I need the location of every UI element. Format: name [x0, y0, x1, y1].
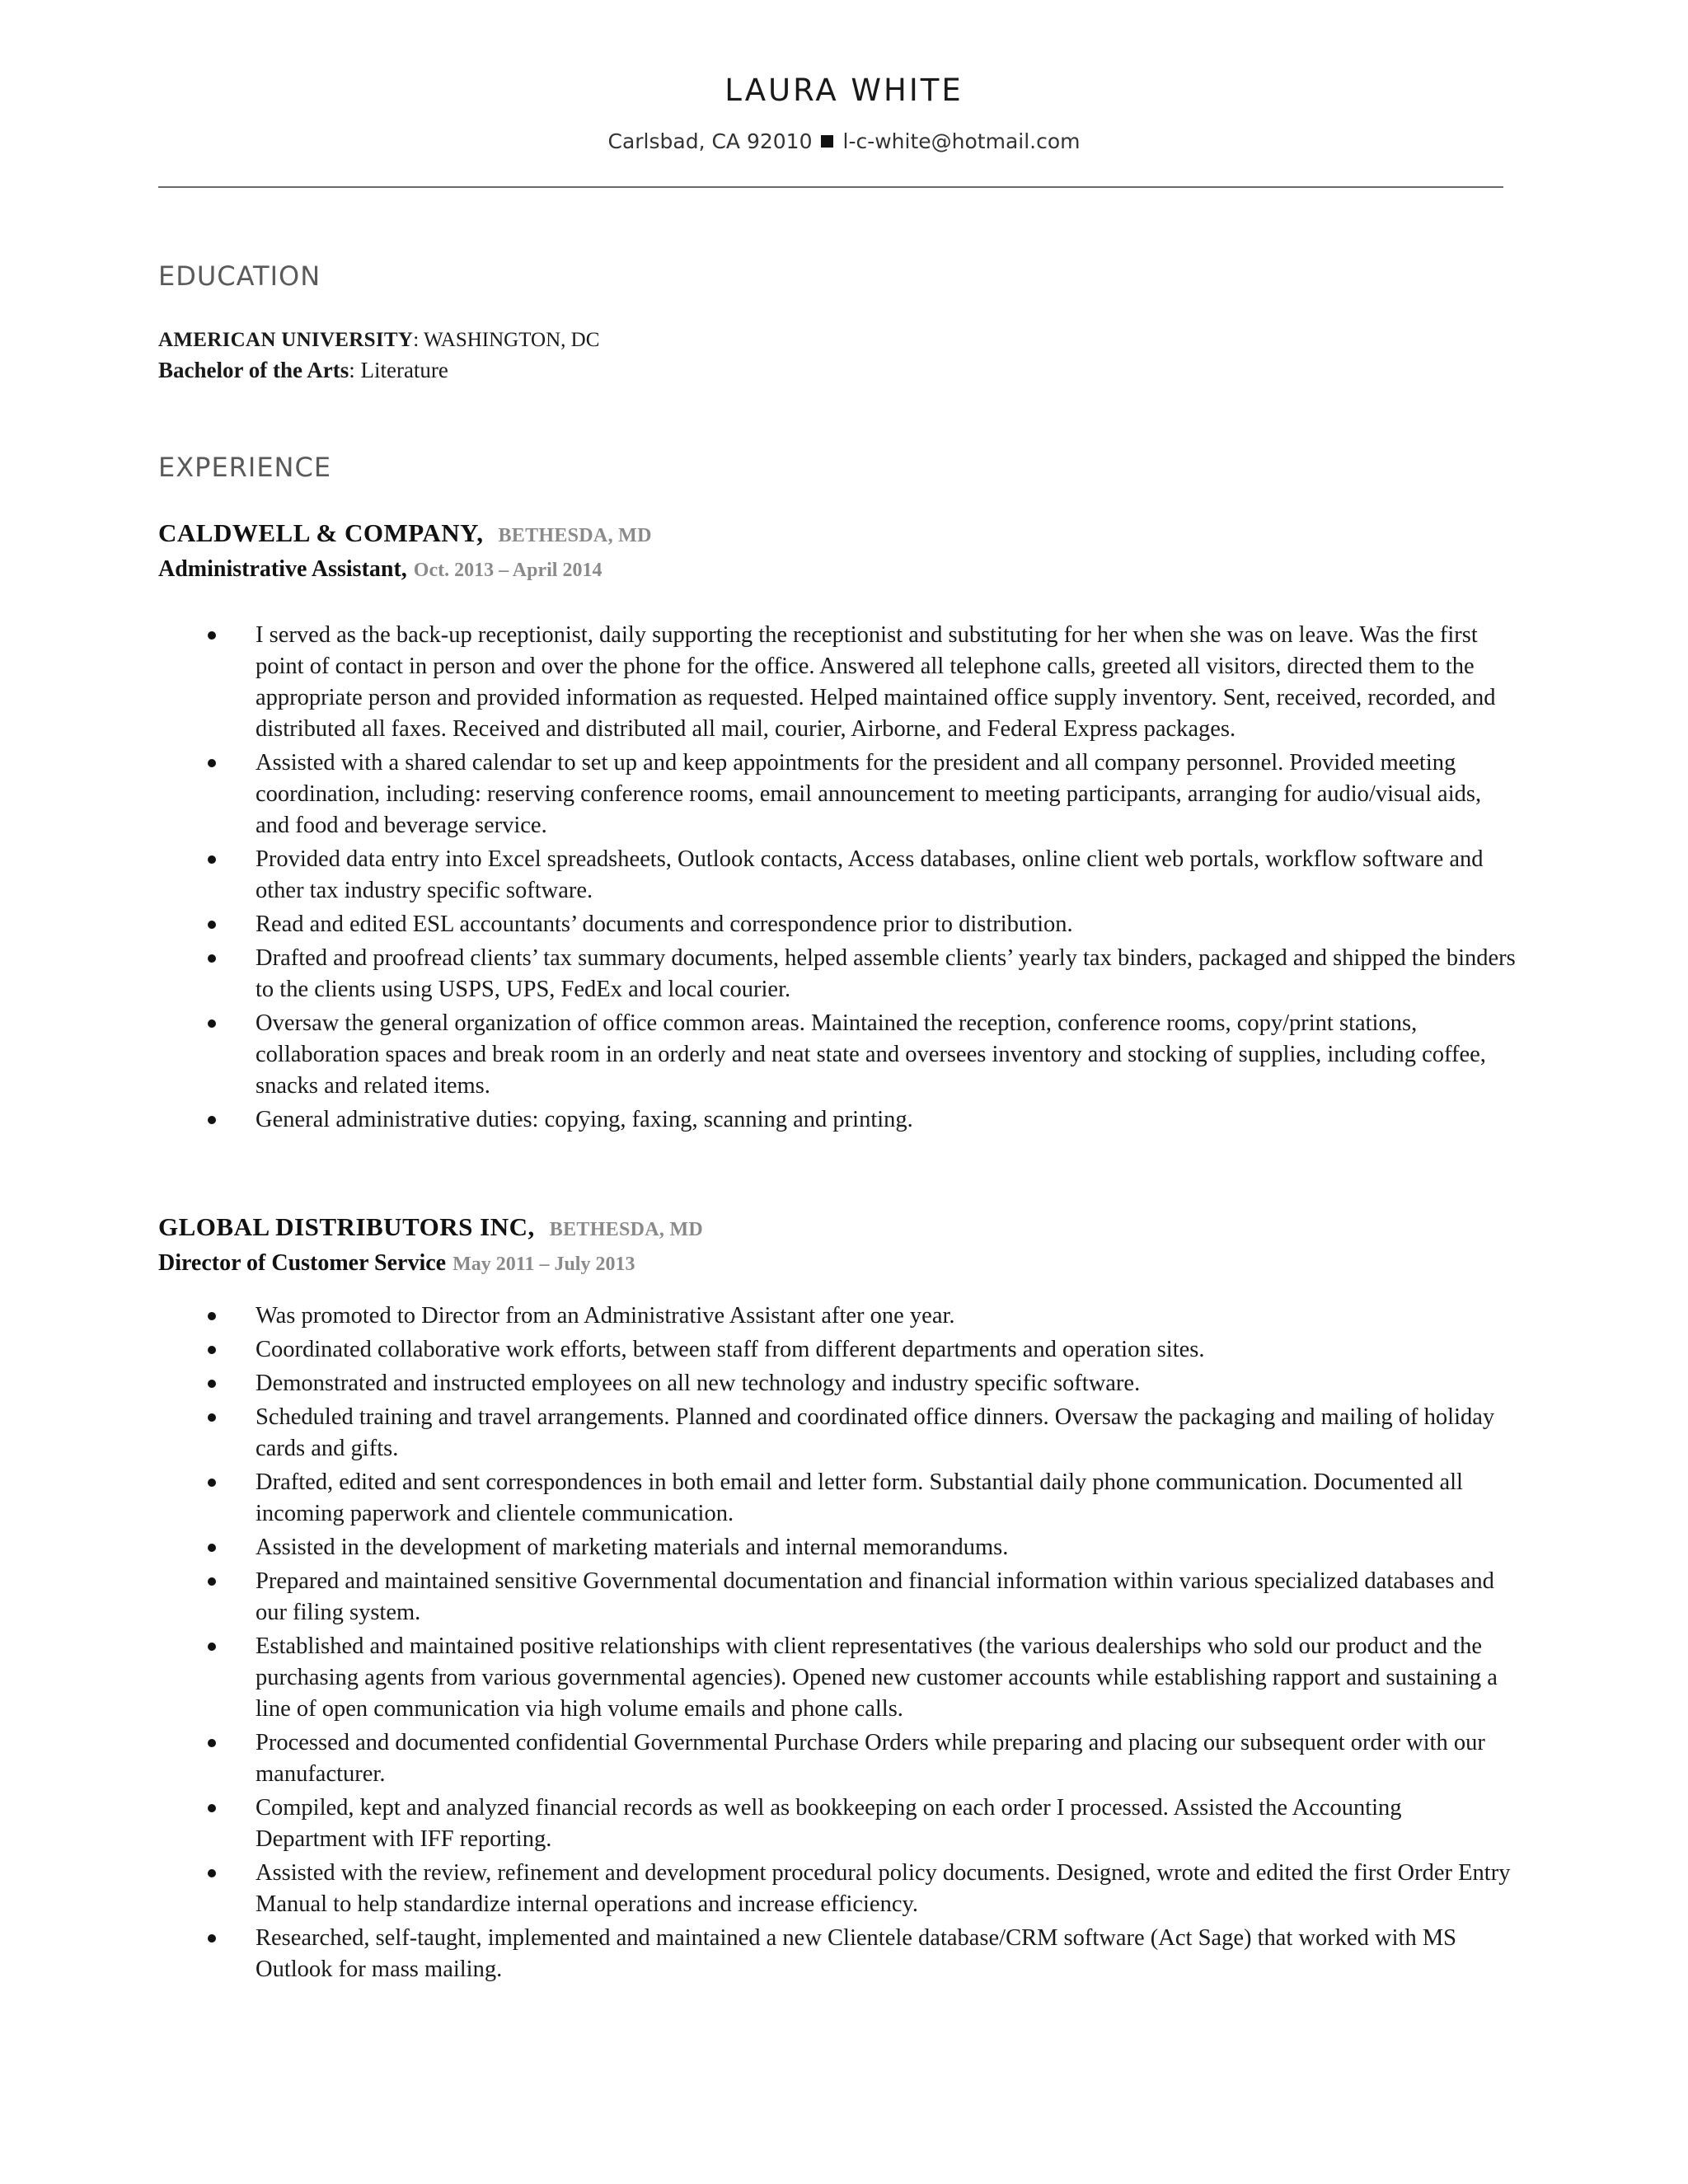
- list-item: Drafted and proofread clients’ tax summary documents, helped assemble clients’ yearly tax binders, packaged and shipped the binders to the clients using USPS, UPS, FedEx and local courier.: [158, 943, 1518, 1005]
- bullet-icon: [208, 1544, 216, 1552]
- bullet-icon: [208, 1413, 216, 1422]
- bullet-icon: [208, 1116, 216, 1124]
- job-dates: May 2011 – July 2013: [452, 1254, 635, 1275]
- list-item: Coordinated collaborative work efforts, between staff from different departments and operation sites.: [158, 1334, 1518, 1366]
- list-item: Read and edited ESL accountants’ documents and correspondence prior to distribution.: [158, 909, 1518, 940]
- candidate-name: LAURA WHITE: [724, 73, 964, 108]
- header-divider: [158, 186, 1503, 188]
- list-item: Processed and documented confidential Governmental Purchase Orders while preparing and placing our subsequent order with our manufacturer.: [158, 1727, 1518, 1790]
- bullet-icon: [208, 1934, 216, 1943]
- bullet-icon: [208, 1019, 216, 1028]
- company-location: BETHESDA, MD: [549, 1219, 704, 1240]
- school-location: : WASHINGTON, DC: [413, 329, 600, 351]
- list-item: Assisted with the review, refinement and development procedural policy documents. Designed, wrote and edited the first Order Entry Manual to help standardize internal operations and increase efficiency.: [158, 1858, 1518, 1920]
- school-name: AMERICAN UNIVERSITY: [158, 329, 414, 351]
- job-dates: Oct. 2013 – April 2014: [413, 560, 603, 581]
- bullet-icon: [208, 759, 216, 767]
- list-item: Oversaw the general organization of office common areas. Maintained the reception, conference rooms, copy/print stations, collaboration spaces and break room in an orderly and neat state and oversees inventory and stocking of supplies, including coffee, snacks and related items.: [158, 1008, 1518, 1102]
- bullet-icon: [208, 954, 216, 963]
- education-entry: [158, 324, 599, 386]
- bullet-icon: [208, 855, 216, 864]
- list-item: I served as the back-up receptionist, daily supporting the receptionist and substituting for her when she was on leave. Was the first point of contact in person and over the phone for the office. Answered all telephone calls, greeted all visitors, directed them to the appropriate person and provided information as requested. Helped maintained office supply inventory. Sent, received, recorded, and distributed all faxes. Received and distributed all mail, courier, Airborne, and Federal Express packages.: [158, 620, 1518, 745]
- list-item: Researched, self-taught, implemented and maintained a new Clientele database/CRM software (Act Sage) that worked with MS Outlook for mass mailing.: [158, 1923, 1518, 1985]
- list-item: Established and maintained positive relationships with client representatives (the various dealerships who sold our product and the purchasing agents from various governmental agencies). Opened new customer accounts while establishing rapport and sustaining a line of open communication via high volume emails and phone calls.: [158, 1631, 1518, 1725]
- bullet-icon: [208, 921, 216, 929]
- list-item: Assisted with a shared calendar to set up and keep appointments for the president and all company personnel. Provided meeting coordination, including: reserving conference rooms, email announcement to meeting participants, arranging for audio/visual aids, and food and beverage service.: [158, 748, 1518, 841]
- degree-major: : Literature: [349, 358, 448, 382]
- job-header: [158, 518, 652, 588]
- email-text: l-c-white@hotmail.com: [842, 129, 1081, 153]
- job-title: Director of Customer Service: [158, 1250, 447, 1276]
- bullet-icon: [208, 631, 216, 640]
- list-item: General administrative duties: copying, faxing, scanning and printing.: [158, 1104, 1518, 1136]
- list-item: Compiled, kept and analyzed financial records as well as bookkeeping on each order I processed. Assisted the Accounting Department with IFF reporting.: [158, 1793, 1518, 1855]
- company-name: GLOBAL DISTRIBUTORS INC,: [158, 1212, 535, 1241]
- bullet-icon: [208, 1479, 216, 1487]
- resume-header: [0, 69, 1688, 157]
- job-duties-list: [158, 1301, 1518, 1988]
- square-bullet-icon: [821, 135, 833, 148]
- list-item: Prepared and maintained sensitive Governmental documentation and financial information within various specialized databases and our filing system.: [158, 1566, 1518, 1629]
- list-item: Assisted in the development of marketing materials and internal memorandums.: [158, 1532, 1518, 1563]
- job-header: [158, 1212, 703, 1282]
- bullet-icon: [208, 1804, 216, 1812]
- bullet-icon: [208, 1577, 216, 1586]
- location-text: Carlsbad, CA 92010: [607, 129, 813, 153]
- list-item: Demonstrated and instructed employees on all new technology and industry specific software.: [158, 1368, 1518, 1399]
- education-heading: EDUCATION: [158, 260, 321, 292]
- list-item: Drafted, edited and sent correspondences in both email and letter form. Substantial daily phone communication. Documented all incoming paperwork and clientele communication.: [158, 1467, 1518, 1530]
- bullet-icon: [208, 1869, 216, 1877]
- list-item: Provided data entry into Excel spreadsheets, Outlook contacts, Access databases, online client web portals, workflow software and other tax industry specific software.: [158, 844, 1518, 907]
- list-item: Scheduled training and travel arrangements. Planned and coordinated office dinners. Oversaw the packaging and mailing of holiday cards and gifts.: [158, 1402, 1518, 1465]
- bullet-icon: [208, 1380, 216, 1388]
- list-item: Was promoted to Director from an Administrative Assistant after one year.: [158, 1301, 1518, 1332]
- bullet-icon: [208, 1643, 216, 1651]
- contact-line: [0, 127, 1688, 157]
- company-location: BETHESDA, MD: [498, 525, 652, 546]
- job-title: Administrative Assistant,: [158, 556, 407, 582]
- bullet-icon: [208, 1346, 216, 1354]
- bullet-icon: [208, 1312, 216, 1320]
- company-name: CALDWELL & COMPANY,: [158, 518, 484, 547]
- experience-heading: EXPERIENCE: [158, 452, 332, 483]
- degree-name: Bachelor of the Arts: [158, 358, 349, 382]
- bullet-icon: [208, 1739, 216, 1747]
- job-duties-list: [158, 620, 1518, 1138]
